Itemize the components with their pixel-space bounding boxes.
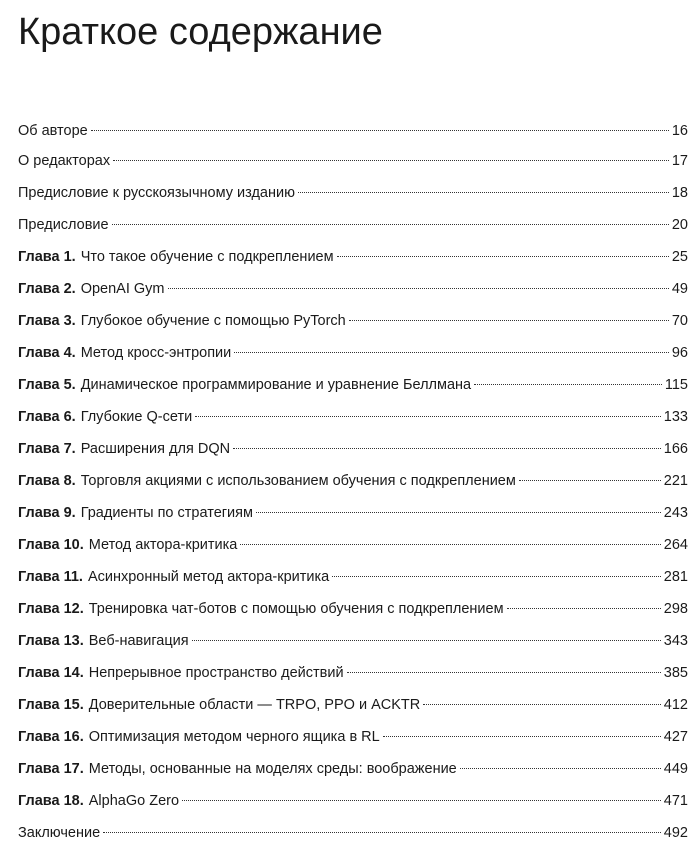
- chapter-number: Глава 17.: [18, 761, 84, 777]
- page-number: 166: [663, 441, 688, 457]
- toc-entry: [18, 753, 688, 785]
- page-number: 16: [671, 123, 688, 139]
- toc-entry: [18, 145, 688, 177]
- toc-entry: [18, 593, 688, 625]
- dot-leader: [240, 544, 660, 545]
- entry-title: Что такое обучение с подкреплением: [80, 249, 334, 265]
- toc-entry: [18, 529, 688, 561]
- entry-title: OpenAI Gym: [80, 281, 165, 297]
- chapter-number: Глава 11.: [18, 569, 83, 585]
- entry-title: Динамическое программирование и уравнение Беллмана: [80, 377, 472, 393]
- toc-entry: [18, 115, 688, 145]
- page-number: 281: [663, 569, 688, 585]
- dot-leader: [423, 704, 661, 705]
- page-number: 427: [663, 729, 688, 745]
- chapter-number: Глава 9.: [18, 505, 76, 521]
- entry-title: Асинхронный метод актора-критика: [87, 569, 330, 585]
- dot-leader: [337, 256, 669, 257]
- dot-leader: [91, 130, 669, 131]
- chapter-number: Глава 1.: [18, 249, 76, 265]
- toc-entry: [18, 433, 688, 465]
- chapter-number: Глава 12.: [18, 601, 84, 617]
- dot-leader: [182, 800, 661, 801]
- entry-title: Непрерывное пространство действий: [88, 665, 344, 681]
- chapter-number: Глава 10.: [18, 537, 84, 553]
- entry-title: Веб-навигация: [88, 633, 189, 649]
- page-number: 492: [663, 825, 688, 841]
- entry-title: Методы, основанные на моделях среды: воображение: [88, 761, 457, 777]
- chapter-number: Глава 3.: [18, 313, 76, 329]
- dot-leader: [298, 192, 669, 193]
- dot-leader: [460, 768, 661, 769]
- dot-leader: [507, 608, 661, 609]
- chapter-number: Глава 15.: [18, 697, 84, 713]
- page-number: 17: [671, 153, 688, 169]
- entry-title: Оптимизация методом черного ящика в RL: [88, 729, 380, 745]
- entry-title: Расширения для DQN: [80, 441, 231, 457]
- toc-entry: [18, 657, 688, 689]
- toc-entry: [18, 273, 688, 305]
- page-number: 243: [663, 505, 688, 521]
- page-number: 264: [663, 537, 688, 553]
- dot-leader: [168, 288, 669, 289]
- chapter-number: Глава 7.: [18, 441, 76, 457]
- entry-title: О редакторах: [18, 153, 111, 169]
- page-number: 20: [671, 217, 688, 233]
- dot-leader: [234, 352, 669, 353]
- page-number: 385: [663, 665, 688, 681]
- page-number: 343: [663, 633, 688, 649]
- page-number: 449: [663, 761, 688, 777]
- entry-title: Предисловие к русскоязычному изданию: [18, 185, 295, 201]
- toc-entry: [18, 721, 688, 753]
- entry-title: Предисловие: [18, 217, 109, 233]
- page-number: 49: [671, 281, 688, 297]
- chapter-number: Глава 13.: [18, 633, 84, 649]
- dot-leader: [233, 448, 661, 449]
- entry-title: Торговля акциями с использованием обучения с подкреплением: [80, 473, 516, 489]
- toc-entry: [18, 369, 688, 401]
- toc-entry: [18, 337, 688, 369]
- chapter-number: Глава 16.: [18, 729, 84, 745]
- entry-title: AlphaGo Zero: [88, 793, 180, 809]
- toc-entry: [18, 785, 688, 817]
- toc-entry: [18, 817, 688, 849]
- page-number: 18: [671, 185, 688, 201]
- dot-leader: [332, 576, 661, 577]
- entry-title: Градиенты по стратегиям: [80, 505, 253, 521]
- chapter-number: Глава 4.: [18, 345, 76, 361]
- dot-leader: [195, 416, 661, 417]
- entry-title: Метод актора-критика: [88, 537, 238, 553]
- dot-leader: [349, 320, 669, 321]
- toc-entry: [18, 209, 688, 241]
- page-number: 96: [671, 345, 688, 361]
- toc-entry: [18, 625, 688, 657]
- entry-title: Тренировка чат-ботов с помощью обучения с подкреплением: [88, 601, 504, 617]
- toc-entry: [18, 497, 688, 529]
- toc-entry: [18, 241, 688, 273]
- dot-leader: [103, 832, 661, 833]
- table-of-contents: [18, 115, 688, 849]
- toc-entry: [18, 177, 688, 209]
- dot-leader: [474, 384, 662, 385]
- page-title: Краткое содержание: [18, 11, 383, 53]
- chapter-number: Глава 14.: [18, 665, 84, 681]
- page-number: 412: [663, 697, 688, 713]
- entry-title: Метод кросс-энтропии: [80, 345, 232, 361]
- entry-title: Об авторе: [18, 123, 88, 139]
- chapter-number: Глава 5.: [18, 377, 76, 393]
- entry-title: Глубокое обучение с помощью PyTorch: [80, 313, 346, 329]
- entry-title: Доверительные области — TRPO, PPO и ACKTR: [88, 697, 421, 713]
- page-number: 133: [663, 409, 688, 425]
- dot-leader: [112, 224, 669, 225]
- dot-leader: [347, 672, 661, 673]
- page-number: 471: [663, 793, 688, 809]
- chapter-number: Глава 8.: [18, 473, 76, 489]
- chapter-number: Глава 2.: [18, 281, 76, 297]
- chapter-number: Глава 18.: [18, 793, 84, 809]
- page-number: 221: [663, 473, 688, 489]
- page-number: 70: [671, 313, 688, 329]
- page-number: 25: [671, 249, 688, 265]
- toc-entry: [18, 305, 688, 337]
- dot-leader: [113, 160, 669, 161]
- dot-leader: [192, 640, 661, 641]
- dot-leader: [256, 512, 661, 513]
- entry-title: Глубокие Q-сети: [80, 409, 193, 425]
- chapter-number: Глава 6.: [18, 409, 76, 425]
- toc-entry: [18, 401, 688, 433]
- toc-entry: [18, 689, 688, 721]
- dot-leader: [519, 480, 661, 481]
- toc-entry: [18, 465, 688, 497]
- toc-entry: [18, 561, 688, 593]
- dot-leader: [383, 736, 661, 737]
- page-number: 298: [663, 601, 688, 617]
- entry-title: Заключение: [18, 825, 101, 841]
- page-number: 115: [664, 377, 688, 393]
